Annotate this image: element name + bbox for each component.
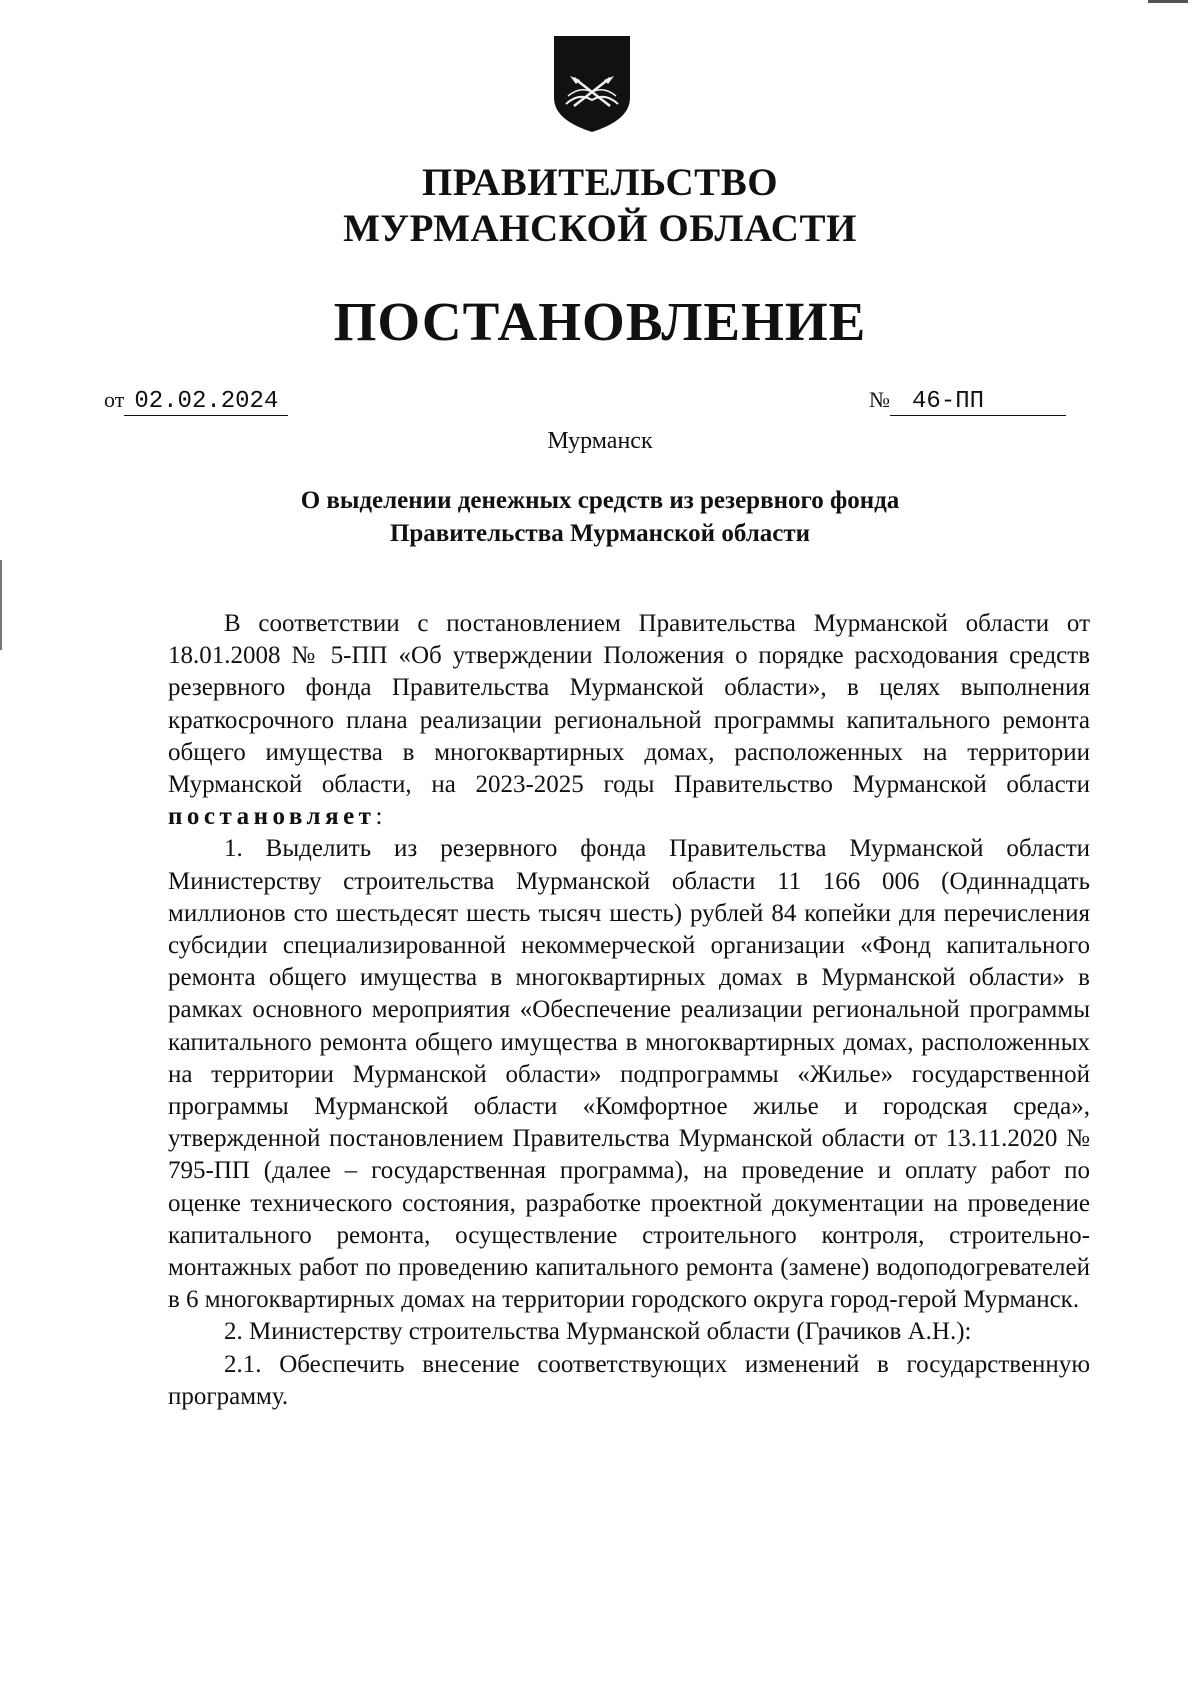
date-value: 02.02.2024: [124, 389, 288, 416]
number-value: 46-ПП: [890, 389, 1066, 416]
title-line-1: О выделении денежных средств из резервного фонда: [300, 487, 900, 514]
item-1-paragraph: 1. Выделить из резервного фонда Правительства Мурманской области Министерству строительства Мурманской области 11 166 006 (Одиннадцать миллионов сто шестьдесят шесть тысяч шесть) рублей 84 копейки для перечисления субсидии специализированной некоммерческой организации «Фонд капитального ремонта общего имущества в многоквартирных домах в Мурманской области» в рамках основного мероприятия «Обеспечение реализации региональной программы капитального ремонта общего имущества в многоквартирных домах, расположенных на территории Мурманской области» подпрограммы «Жилье» государственной программы Мурманской области «Комфортное жилье и городская среда», утвержденной постановлением Правительства Мурманской области от 13.11.2020 № 795-ПП (далее – государственная программа), на проведение и оплату работ по оценке технического состояния, разработке проектной документации на проведение капитального ремонта, осуществление строительного контроля, строительно-монтажных работ по проведению капитального ремонта (замене) водоподогревателей в 6 многоквартирных домах на территории городского округа город-герой Мурманск.: [168, 835, 1090, 1314]
document-city: Мурманск: [547, 428, 653, 454]
item-2-1-paragraph: 2.1. Обеспечить внесение соответствующих изменений в государственную программу.: [168, 1350, 1090, 1410]
document-title: [0, 484, 1200, 550]
scan-edge-mark: [0, 560, 2, 650]
title-line-2: Правительства Мурманской области: [389, 520, 811, 547]
document-body: [168, 608, 1090, 1413]
item-2-paragraph: 2. Министерству строительства Мурманской области (Грачиков А.Н.):: [224, 1318, 972, 1346]
preamble-paragraph: [168, 608, 1090, 833]
preamble-text: В соответствии с постановлением Правительства Мурманской области от 18.01.2008 № 5-ПП «Об утверждении Положения о порядке расходования средств резервного фонда Правительства Мурманской области», в целях выполнения краткосрочного плана реализации региональной программы капитального ремонта общего имущества в многоквартирных домах, расположенных на территории Мурманской области, на 2023-2025 годы Правительство Мурманской области: [168, 610, 1090, 799]
decree-word: постановляет: [168, 803, 376, 831]
document-date: [104, 385, 288, 416]
scan-edge-mark: [1148, 0, 1188, 3]
government-name-line-1: ПРАВИТЕЛЬСТВО: [421, 161, 779, 204]
decree-colon: :: [375, 803, 383, 831]
government-header: [0, 160, 1200, 252]
document-number: [869, 385, 1066, 416]
document-type: ПОСТАНОВЛЕНИЕ: [333, 291, 867, 352]
murmansk-coat-of-arms-icon: [552, 34, 632, 134]
government-name-line-2: МУРМАНСКОЙ ОБЛАСТИ: [343, 207, 857, 250]
number-prefix: №: [869, 387, 890, 412]
date-prefix: от: [104, 387, 125, 412]
